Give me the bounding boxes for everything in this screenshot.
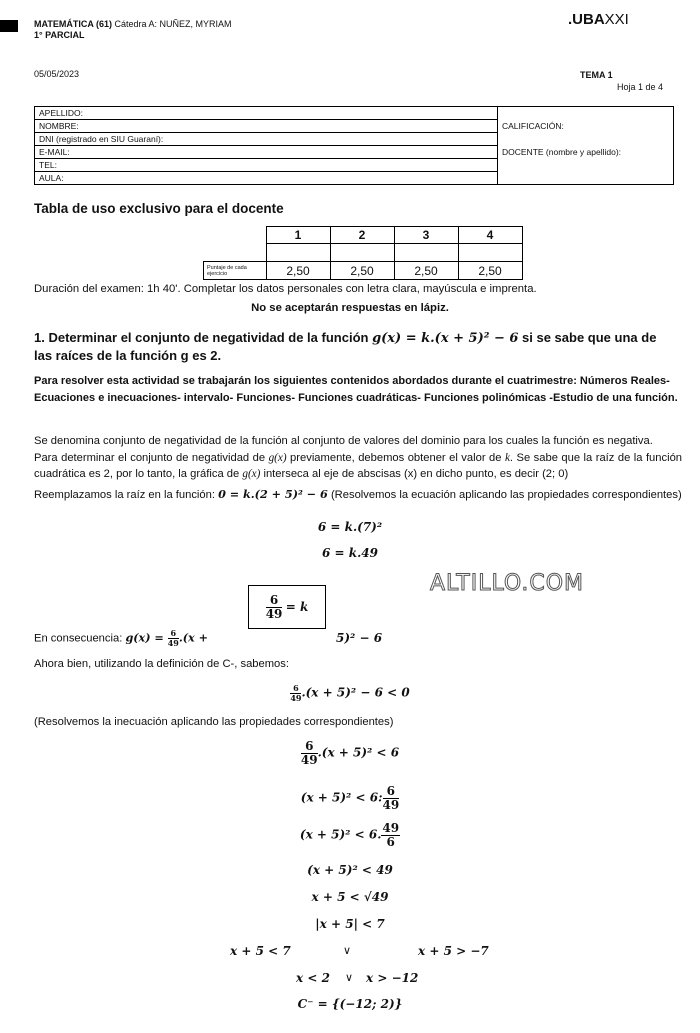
docente-cell: DOCENTE (nombre y apellido):: [498, 146, 674, 185]
score-value: 2,50: [330, 262, 394, 280]
exam-date: 05/05/2023: [34, 69, 80, 79]
score-value: 2,50: [266, 262, 330, 280]
duration-text: Duración del examen: 1h 40'. Completar los datos personales con letra clara, mayúscula e imprenta.: [34, 283, 537, 295]
score-table: [203, 226, 523, 280]
inequation-step-6: |x + 5| < 7: [315, 917, 385, 931]
score-col-4: 4: [458, 227, 522, 244]
inequation-step-2: (x + 5)² < 6: $\frac{6}{49}$: [300, 784, 400, 812]
split-right: x + 5 > −7: [418, 944, 489, 958]
inequation-initial: $\frac{6}{49}$ .(x + 5)² − 6 < 0: [290, 683, 410, 703]
uba-xxi-logo: .UBAXXI: [568, 11, 629, 28]
or-symbol: ∨: [343, 945, 352, 957]
ahora-text: Ahora bien, utilizando la definición de C-, sabemos:: [34, 658, 289, 670]
contents-paragraph: Para resolver esta actividad se trabajarán los siguientes contenidos abordados durante el cuatrimestre: Números Reales- Ecuaciones e inecuaciones- intervalo- Funciones- Funciones cuadráticas- Funciones polinómicas -Estudio de una función.: [34, 375, 678, 404]
statement-formula: g(x) = k.(x + 5)² − 6: [372, 331, 519, 346]
score-row-label: Puntaje de cada ejercicio: [204, 262, 267, 280]
resolvemos-text: (Resolvemos la inecuación aplicando las propiedades correspondientes): [34, 716, 394, 728]
black-tab-marker: [0, 20, 18, 32]
student-data-table: [34, 106, 674, 185]
boxed-k-result: $\frac{6}{49}$ = k: [248, 585, 326, 629]
score-value: 2,50: [394, 262, 458, 280]
score-table-title: Tabla de uso exclusivo para el docente: [34, 201, 284, 216]
score-col-1: 1: [266, 227, 330, 244]
root-equation: 0 = k.(2 + 5)² − 6: [218, 487, 328, 501]
field-tel[interactable]: TEL:: [35, 159, 498, 172]
header-left: [34, 19, 232, 41]
split-left: x + 5 < 7: [230, 944, 291, 958]
consequence-line-end: 5)² − 6: [336, 631, 383, 645]
inequation-step-3: (x + 5)² < 6. $\frac{49}{6}$: [299, 821, 400, 849]
tema-label: TEMA 1: [580, 70, 613, 80]
or-symbol: ∨: [345, 972, 354, 984]
equation-step-2: 6 = k.49: [322, 546, 378, 560]
altillo-watermark: ALTILLO.COM: [430, 571, 585, 596]
exam-name: 1° PARCIAL: [34, 30, 85, 40]
catedra: Cátedra A: NUÑEZ, MYRIAM: [114, 19, 232, 29]
inequation-step-1: $\frac{6}{49}$ .(x + 5)² < 6: [300, 739, 400, 767]
page-indicator: Hoja 1 de 4: [617, 82, 664, 92]
consequence-line: En consecuencia: g(x) = $\frac{6}{49}$ .(x +: [34, 628, 208, 648]
field-aula[interactable]: AULA:: [35, 172, 498, 185]
solution-paragraph-1: Se denomina conjunto de negatividad de la función al conjunto de valores del dominio para los cuales la función es negativa.: [34, 435, 653, 447]
calificacion-cell: CALIFICACIÓN:: [498, 107, 674, 146]
field-dni[interactable]: DNI (registrado en SIU Guaraní):: [35, 133, 498, 146]
solution-right: x > −12: [366, 971, 419, 985]
field-nombre[interactable]: NOMBRE:: [35, 120, 498, 133]
negativity-set-result: C⁻ = {(−12; 2)}: [297, 997, 403, 1011]
problem-statement: 1. Determinar el conjunto de negatividad de la función g(x) = k.(x + 5)² − 6 si se sabe que una de las raíces de la función g es 2.: [34, 330, 657, 363]
subject: MATEMÁTICA (61): [34, 19, 112, 29]
solution-paragraph-3: Reemplazamos la raíz en la función: 0 = k.(2 + 5)² − 6 (Resolvemos la ecuación aplicando las propiedades correspondientes): [34, 487, 682, 501]
solution-left: x < 2: [296, 971, 330, 985]
field-email[interactable]: E-MAIL:: [35, 146, 498, 159]
equation-step-1: 6 = k.(7)²: [317, 520, 383, 534]
solution-paragraph-2: Para determinar el conjunto de negatividad de g(x) previamente, debemos obtener el valor de k. Se sabe que la raíz de la función cuadrática es 2, por lo tanto, la gráfica de g(x) interseca al eje de abscisas (x) en dicho punto, es decir (2; 0): [34, 452, 683, 480]
score-col-3: 3: [394, 227, 458, 244]
score-value: 2,50: [458, 262, 522, 280]
score-col-2: 2: [330, 227, 394, 244]
inequation-step-5: x + 5 < √49: [311, 890, 389, 904]
no-pencil-notice: No se aceptarán respuestas en lápiz.: [251, 302, 449, 314]
field-apellido[interactable]: APELLIDO:: [35, 107, 498, 120]
inequation-step-4: (x + 5)² < 49: [307, 863, 393, 877]
